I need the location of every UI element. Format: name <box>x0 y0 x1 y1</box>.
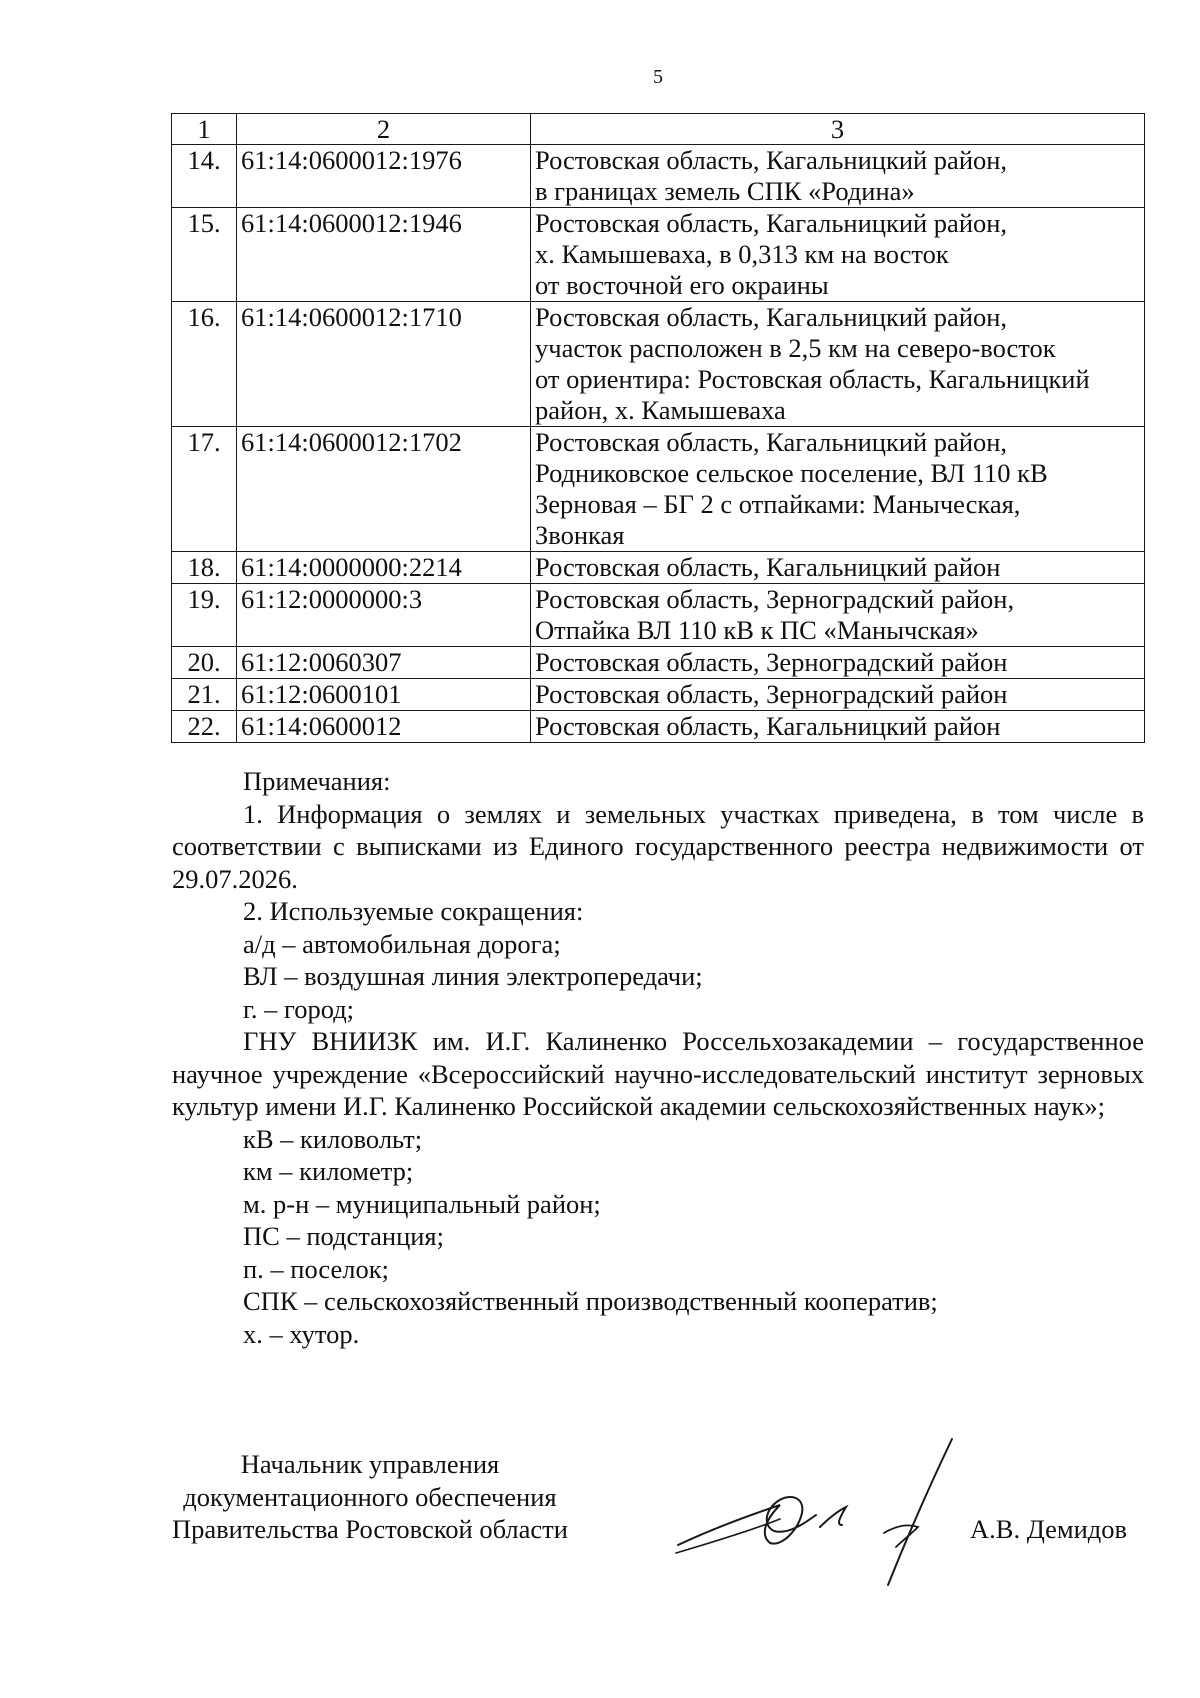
cadastral-number-cell: 61:14:0600012:1946 <box>237 208 531 302</box>
address-line: Ростовская область, Зерноградский район <box>535 647 1008 677</box>
address-cell <box>531 584 1145 647</box>
abbreviation-spk: СПК – сельскохозяйственный производственный кооператив; <box>243 1286 938 1316</box>
address-cell <box>531 552 1145 584</box>
signatory-position <box>172 1448 568 1546</box>
address-cell <box>531 711 1145 743</box>
table-header-row <box>172 114 1145 145</box>
row-number-cell: 16. <box>172 302 237 427</box>
handwritten-signature <box>670 1435 960 1595</box>
abbreviation-gnu: ГНУ ВНИИЗК им. И.Г. Калиненко Россельхозакадемии – государственное научное учреждение «Всероссийский научно-исследовательский институт зерновых культур имени И.Г. Калиненко Российской академии сельскохозяйственных наук»; <box>172 1026 1144 1121</box>
table-row <box>172 427 1145 552</box>
row-number-cell: 14. <box>172 145 237 208</box>
abbreviation-p: п. – поселок; <box>243 1253 389 1284</box>
row-number-cell: 18. <box>172 552 237 584</box>
abbreviation-ad: а/д – автомобильная дорога; <box>243 928 561 959</box>
address-line: Родниковское сельское поселение, ВЛ 110 кВ <box>535 458 1048 488</box>
abbreviation-vl: ВЛ – воздушная линия электропередачи; <box>243 961 703 991</box>
table-row <box>172 208 1145 302</box>
abbreviation-mrn: м. р-н – муниципальный район; <box>243 1188 601 1219</box>
cadastral-number-cell: 61:12:0000000:3 <box>237 584 531 647</box>
address-line: Ростовская область, Зерноградский район <box>535 679 1008 709</box>
address-line: Ростовская область, Кагальницкий район, <box>535 145 1008 175</box>
row-number-cell: 15. <box>172 208 237 302</box>
table-row <box>172 679 1145 711</box>
cadastral-table <box>171 113 1145 743</box>
address-line: от ориентира: Ростовская область, Кагальницкий <box>535 364 1090 394</box>
address-line: Ростовская область, Кагальницкий район <box>535 711 1001 741</box>
address-cell <box>531 302 1145 427</box>
table-row <box>172 145 1145 208</box>
table-row <box>172 584 1145 647</box>
note-item-2-heading: 2. Используемые сокращения: <box>243 896 584 926</box>
address-line: Звонкая <box>535 520 625 550</box>
table-row <box>172 711 1145 743</box>
column-header-3: 3 <box>531 114 1145 145</box>
address-line: Зерновая – БГ 2 с отпайками: Маныческая, <box>535 489 1021 519</box>
cadastral-number-cell: 61:14:0000000:2214 <box>237 552 531 584</box>
address-line: в границах земель СПК «Родина» <box>535 176 915 206</box>
cadastral-number-cell: 61:14:0600012:1976 <box>237 145 531 208</box>
notes-heading: Примечания: <box>243 766 391 796</box>
address-cell <box>531 208 1145 302</box>
page-number: 5 <box>653 66 663 88</box>
table-row <box>172 647 1145 679</box>
signatory-role-line-1: Начальник управления <box>240 1449 500 1479</box>
address-line: Ростовская область, Зерноградский район, <box>535 584 1015 614</box>
address-line: Ростовская область, Кагальницкий район, <box>535 302 1008 332</box>
address-cell <box>531 647 1145 679</box>
row-number-cell: 20. <box>172 647 237 679</box>
signatory-role-line-2: документационного обеспечения <box>183 1481 557 1512</box>
cadastral-number-cell: 61:14:0600012:1702 <box>237 427 531 552</box>
address-line: от восточной его окраины <box>535 270 829 300</box>
address-cell <box>531 679 1145 711</box>
note-item-1: 1. Информация о землях и земельных участках приведена, в том числе в соответствии с выписками из Единого государственного реестра недвижимости от 29.07.2026. <box>172 798 1144 894</box>
address-cell <box>531 427 1145 552</box>
abbreviation-km: км – километр; <box>243 1156 414 1186</box>
cadastral-number-cell: 61:12:0060307 <box>237 647 531 679</box>
address-line: Ростовская область, Кагальницкий район <box>535 552 1001 582</box>
cadastral-number-cell: 61:12:0600101 <box>237 679 531 711</box>
address-line: район, х. Камышеваха <box>535 395 786 425</box>
signatory-name: А.В. Демидов <box>970 1514 1128 1544</box>
abbreviation-g: г. – город; <box>243 993 355 1024</box>
row-number-cell: 17. <box>172 427 237 552</box>
address-cell <box>531 145 1145 208</box>
abbreviation-kv: кВ – киловольт; <box>243 1123 423 1154</box>
address-line: Ростовская область, Кагальницкий район, <box>535 208 1008 238</box>
address-line: Отпайка ВЛ 110 кВ к ПС «Манычская» <box>535 615 979 645</box>
address-line: участок расположен в 2,5 км на северо-восток <box>535 333 1056 363</box>
address-line: х. Камышеваха, в 0,313 км на восток <box>535 239 949 269</box>
row-number-cell: 22. <box>172 711 237 743</box>
signatory-role-line-3: Правительства Ростовской области <box>172 1514 568 1544</box>
notes-section <box>172 765 1144 1350</box>
column-header-2: 2 <box>237 114 531 145</box>
address-line: Ростовская область, Кагальницкий район, <box>535 427 1008 457</box>
cadastral-number-cell: 61:14:0600012 <box>237 711 531 743</box>
row-number-cell: 19. <box>172 584 237 647</box>
table-row <box>172 302 1145 427</box>
cadastral-number-cell: 61:14:0600012:1710 <box>237 302 531 427</box>
abbreviation-kh: х. – хутор. <box>243 1318 360 1349</box>
row-number-cell: 21. <box>172 679 237 711</box>
column-header-1: 1 <box>172 114 237 145</box>
table-row <box>172 552 1145 584</box>
abbreviation-ps: ПС – подстанция; <box>243 1221 444 1251</box>
